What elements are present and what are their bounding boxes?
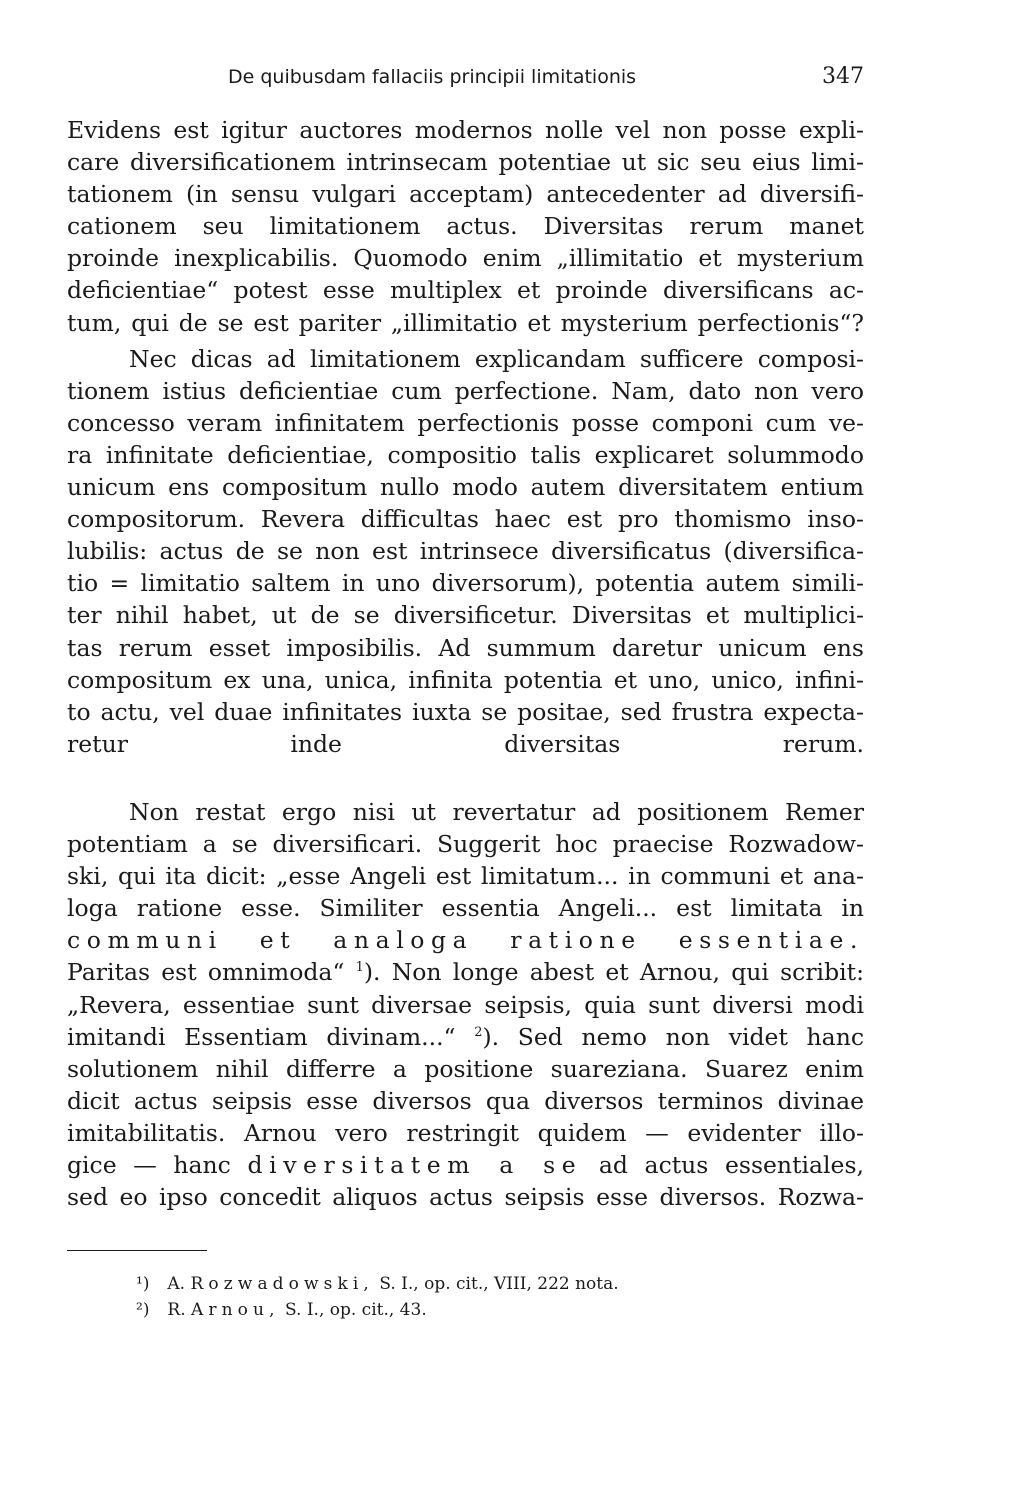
- body-text: [67, 114, 864, 1213]
- text-line: Nec dicas ad limitationem explicandam sufficere composi-: [129, 344, 864, 373]
- line-text: imitandi Essentiam divinam...“: [67, 1022, 456, 1051]
- text-line: to actu, vel duae infinitates iuxta se positae, sed frustra expecta-: [67, 697, 864, 726]
- footnotes: [136, 1271, 836, 1323]
- footnote-initial: A.: [167, 1274, 186, 1294]
- text-line: „Revera, essentiae sunt diversae seipsis, quia sunt diversi modi: [67, 990, 864, 1019]
- text-line: [67, 1149, 864, 1181]
- text-line: compositorum. Revera difficultas haec est pro thomismo inso-: [67, 505, 864, 534]
- footnote-citation: S. I., op. cit., VIII, 222 nota.: [379, 1274, 619, 1294]
- text-line-spaced: communi et analoga ratione essentiae.: [67, 926, 864, 955]
- text-line: imitabilitatis. Arnou vero restringit quidem — evidenter illo-: [67, 1118, 864, 1147]
- text-line: proinde inexplicabilis. Quomodo enim „illimitatio et mysterium: [67, 244, 864, 273]
- running-title: De quibusdam fallaciis principii limitationis: [228, 66, 637, 88]
- text-line: tionem istius deficientiae cum perfectione. Nam, dato non vero: [67, 376, 864, 405]
- text-line: deficientiae“ potest esse multiplex et proinde diversificans ac-: [67, 276, 864, 305]
- footnote-ref-1[interactable]: 1: [355, 960, 364, 976]
- paragraph-3: [67, 796, 864, 1213]
- footnote-initial: R.: [167, 1300, 186, 1320]
- running-header: [228, 62, 864, 92]
- text-line: [67, 760, 864, 792]
- footnote-mark: ¹): [136, 1274, 150, 1294]
- footnote-author: Rozwadowski,: [190, 1274, 374, 1294]
- text-line: [67, 1021, 864, 1053]
- text-line: cationem seu limitationem actus. Diversitas rerum manet: [67, 212, 864, 241]
- line-text: gice — hanc: [67, 1151, 231, 1179]
- text-line: [67, 956, 864, 988]
- line-text: ). Sed nemo non videt hanc: [482, 1022, 864, 1051]
- text-line: potentiam a se diversificari. Suggerit hoc praecise Rozwadow-: [67, 830, 864, 859]
- text-line: solutionem nihil differre a positione suareziana. Suarez enim: [67, 1054, 864, 1083]
- footnote-author: Arnou,: [191, 1300, 280, 1320]
- text-line: compositum ex una, unica, infinita potentia et uno, unico, infini-: [67, 665, 864, 694]
- footnote-2: [136, 1297, 836, 1323]
- text-line: loga ratione esse. Similiter essentia Angeli... est limitata in: [67, 894, 864, 923]
- text-line: ra infinitate deficientiae, compositio talis explicaret solummodo: [67, 440, 864, 469]
- paragraph-2: [67, 343, 864, 792]
- paragraph-1: [67, 114, 864, 339]
- text-line: unicum ens compositum nullo modo autem diversitatem entium: [67, 473, 864, 502]
- line-text: ad actus essentiales,: [598, 1151, 864, 1179]
- text-line: tio = limitatio saltem in uno diversorum), potentia autem simili-: [67, 569, 864, 598]
- text-line: concesso veram infinitatem perfectionis posse componi cum ve-: [67, 408, 864, 437]
- page-number: 347: [822, 64, 864, 89]
- text-line: Evidens est igitur auctores modernos nolle vel non posse expli-: [67, 116, 864, 144]
- text-line: ter nihil habet, ut de se diversificetur. Diversitas et multiplici-: [67, 601, 864, 630]
- text-line: lubilis: actus de se non est intrinsece diversificatus (diversifica-: [67, 537, 864, 566]
- text-line: care diversificationem intrinsecam potentiae ut sic seu eius limi-: [67, 148, 864, 177]
- spaced-emphasis: diversitatem a se: [247, 1151, 583, 1179]
- line-text: ). Non longe abest et Arnou, qui scribit:: [363, 958, 864, 987]
- footnote-ref-2[interactable]: 2: [474, 1024, 483, 1040]
- text-line: retur inde diversitas rerum.: [67, 729, 864, 758]
- footnote-citation: S. I., op. cit., 43.: [284, 1300, 427, 1320]
- text-line: tas rerum esset imposibilis. Ad summum daretur unicum ens: [67, 633, 864, 662]
- footnote-1: [136, 1271, 836, 1297]
- text-line: tum, qui de se est pariter „illimitatio et mysterium perfectionis“?: [67, 308, 864, 337]
- footnote-mark: ²): [136, 1300, 150, 1320]
- text-line: Non restat ergo nisi ut revertatur ad positionem Remer: [129, 797, 864, 826]
- text-line: sed eo ipso concedit aliquos actus seipsis esse diversos. Rozwa-: [67, 1183, 864, 1212]
- footnote-divider: [67, 1250, 207, 1251]
- text-line: ski, qui ita dicit: „esse Angeli est limitatum... in communi et ana-: [67, 862, 864, 891]
- text-line: tationem (in sensu vulgari acceptam) antecedenter ad diversifi-: [67, 180, 864, 209]
- text-line: dicit actus seipsis esse diversos qua diversos terminos divinae: [67, 1086, 864, 1115]
- line-text: Paritas est omnimoda“: [67, 958, 345, 987]
